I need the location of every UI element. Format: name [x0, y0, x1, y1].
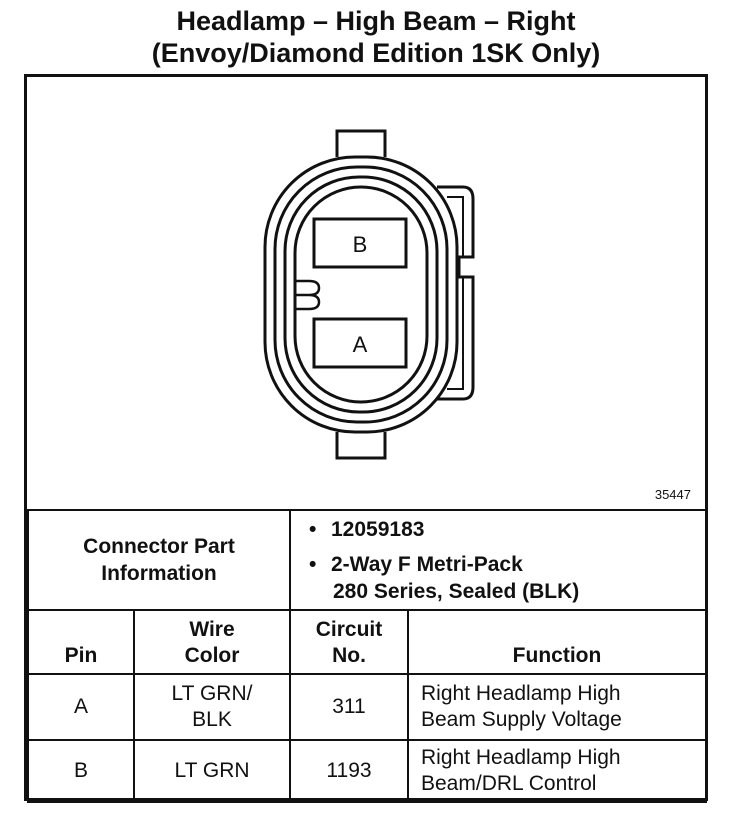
connector-info-label: Connector Part Information: [28, 510, 290, 610]
function-cell: Right Headlamp High Beam Supply Voltage: [408, 674, 706, 740]
header-wire-color: Wire Color: [134, 610, 290, 674]
table-row: [28, 674, 706, 740]
pin-cell: A: [28, 674, 134, 740]
pin-label-b: B: [352, 232, 368, 257]
connector-top-tab: [337, 131, 385, 157]
circuit-cell: 311: [290, 674, 408, 740]
connector-type: • 2-Way F Metri-Pack: [309, 552, 523, 576]
connector-bottom-tab: [337, 432, 385, 458]
header-circuit: Circuit No.: [290, 610, 408, 674]
header-pin: Pin: [28, 610, 134, 674]
table-header-row: [28, 610, 706, 674]
connector-part-number: • 12059183: [309, 517, 425, 541]
wire-color-cell: LT GRN/ BLK: [134, 674, 290, 740]
header-function: Function: [408, 610, 706, 674]
connector-info-list: [290, 510, 706, 610]
wire-color-cell: LT GRN: [134, 740, 290, 802]
connector-face-drawing: [27, 77, 705, 507]
diagram-title-line1: Headlamp – High Beam – Right: [176, 6, 576, 36]
connector-type-continuation: 280 Series, Sealed (BLK): [333, 579, 580, 603]
connector-info-row: [28, 510, 706, 610]
figure-number: 35447: [654, 487, 691, 502]
diagram-frame: [24, 74, 708, 801]
pin-label-a: A: [352, 332, 368, 357]
circuit-cell: 1193: [290, 740, 408, 802]
function-cell: Right Headlamp High Beam/DRL Control: [408, 740, 706, 802]
table-row: [28, 740, 706, 802]
connector-table: [27, 509, 707, 803]
diagram-title-line2: (Envoy/Diamond Edition 1SK Only): [151, 38, 601, 68]
pin-cell: B: [28, 740, 134, 802]
